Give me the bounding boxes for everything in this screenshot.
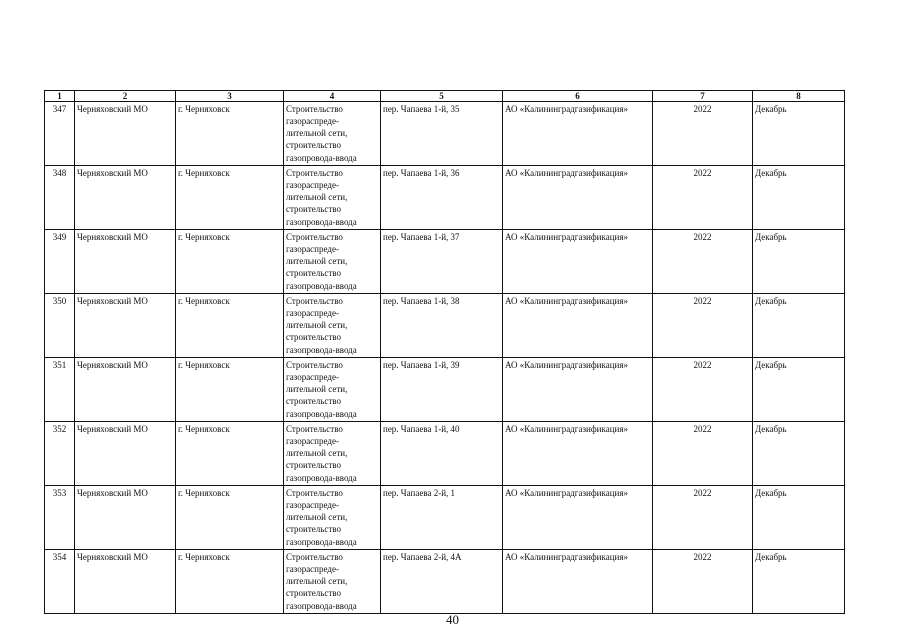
work-description-cell: Строительство газораспреде-лительной сети, строительство газопровода-ввода <box>284 550 381 614</box>
work-description-cell: Строительство газораспреде-лительной сети, строительство газопровода-ввода <box>284 294 381 358</box>
column-header: 1 <box>45 91 75 102</box>
organization-cell: АО «Калининградгазификация» <box>503 294 653 358</box>
municipality-cell: Черняховский МО <box>75 486 176 550</box>
table-row <box>45 358 845 422</box>
column-header: 3 <box>176 91 284 102</box>
work-description-cell: Строительство газораспреде-лительной сети, строительство газопровода-ввода <box>284 166 381 230</box>
table-row <box>45 486 845 550</box>
work-description-cell: Строительство газораспреде-лительной сети, строительство газопровода-ввода <box>284 102 381 166</box>
gasification-table <box>44 90 845 614</box>
column-header: 6 <box>503 91 653 102</box>
settlement-cell: г. Черняховск <box>176 294 284 358</box>
organization-cell: АО «Калининградгазификация» <box>503 550 653 614</box>
municipality-cell: Черняховский МО <box>75 102 176 166</box>
address-cell: пер. Чапаева 1-й, 39 <box>381 358 503 422</box>
table-row <box>45 230 845 294</box>
work-description-cell: Строительство газораспреде-лительной сети, строительство газопровода-ввода <box>284 486 381 550</box>
row-number-cell: 353 <box>45 486 75 550</box>
column-header: 8 <box>753 91 845 102</box>
year-cell: 2022 <box>653 358 753 422</box>
address-cell: пер. Чапаева 1-й, 35 <box>381 102 503 166</box>
organization-cell: АО «Калининградгазификация» <box>503 166 653 230</box>
month-cell: Декабрь <box>753 166 845 230</box>
work-description-cell: Строительство газораспреде-лительной сети, строительство газопровода-ввода <box>284 230 381 294</box>
table-row <box>45 166 845 230</box>
year-cell: 2022 <box>653 294 753 358</box>
year-cell: 2022 <box>653 166 753 230</box>
month-cell: Декабрь <box>753 550 845 614</box>
work-description-cell: Строительство газораспреде-лительной сети, строительство газопровода-ввода <box>284 422 381 486</box>
month-cell: Декабрь <box>753 486 845 550</box>
month-cell: Декабрь <box>753 294 845 358</box>
month-cell: Декабрь <box>753 358 845 422</box>
year-cell: 2022 <box>653 486 753 550</box>
table-row <box>45 294 845 358</box>
row-number-cell: 348 <box>45 166 75 230</box>
settlement-cell: г. Черняховск <box>176 166 284 230</box>
address-cell: пер. Чапаева 2-й, 1 <box>381 486 503 550</box>
year-cell: 2022 <box>653 550 753 614</box>
row-number-cell: 354 <box>45 550 75 614</box>
municipality-cell: Черняховский МО <box>75 166 176 230</box>
municipality-cell: Черняховский МО <box>75 294 176 358</box>
municipality-cell: Черняховский МО <box>75 550 176 614</box>
settlement-cell: г. Черняховск <box>176 102 284 166</box>
address-cell: пер. Чапаева 1-й, 36 <box>381 166 503 230</box>
month-cell: Декабрь <box>753 422 845 486</box>
row-number-cell: 347 <box>45 102 75 166</box>
settlement-cell: г. Черняховск <box>176 550 284 614</box>
address-cell: пер. Чапаева 1-й, 37 <box>381 230 503 294</box>
organization-cell: АО «Калининградгазификация» <box>503 422 653 486</box>
header-row <box>45 91 845 102</box>
row-number-cell: 349 <box>45 230 75 294</box>
settlement-cell: г. Черняховск <box>176 486 284 550</box>
work-description-cell: Строительство газораспреде-лительной сети, строительство газопровода-ввода <box>284 358 381 422</box>
organization-cell: АО «Калининградгазификация» <box>503 358 653 422</box>
municipality-cell: Черняховский МО <box>75 358 176 422</box>
settlement-cell: г. Черняховск <box>176 422 284 486</box>
address-cell: пер. Чапаева 1-й, 40 <box>381 422 503 486</box>
table-row <box>45 422 845 486</box>
organization-cell: АО «Калининградгазификация» <box>503 102 653 166</box>
page-number: 40 <box>446 612 459 627</box>
month-cell: Декабрь <box>753 230 845 294</box>
municipality-cell: Черняховский МО <box>75 422 176 486</box>
row-number-cell: 350 <box>45 294 75 358</box>
column-header: 2 <box>75 91 176 102</box>
month-cell: Декабрь <box>753 102 845 166</box>
row-number-cell: 351 <box>45 358 75 422</box>
organization-cell: АО «Калининградгазификация» <box>503 230 653 294</box>
address-cell: пер. Чапаева 2-й, 4А <box>381 550 503 614</box>
organization-cell: АО «Калининградгазификация» <box>503 486 653 550</box>
table-row <box>45 102 845 166</box>
column-header: 7 <box>653 91 753 102</box>
row-number-cell: 352 <box>45 422 75 486</box>
table-row <box>45 550 845 614</box>
year-cell: 2022 <box>653 230 753 294</box>
settlement-cell: г. Черняховск <box>176 358 284 422</box>
year-cell: 2022 <box>653 102 753 166</box>
column-header: 5 <box>381 91 503 102</box>
year-cell: 2022 <box>653 422 753 486</box>
municipality-cell: Черняховский МО <box>75 230 176 294</box>
column-header: 4 <box>284 91 381 102</box>
address-cell: пер. Чапаева 1-й, 38 <box>381 294 503 358</box>
settlement-cell: г. Черняховск <box>176 230 284 294</box>
